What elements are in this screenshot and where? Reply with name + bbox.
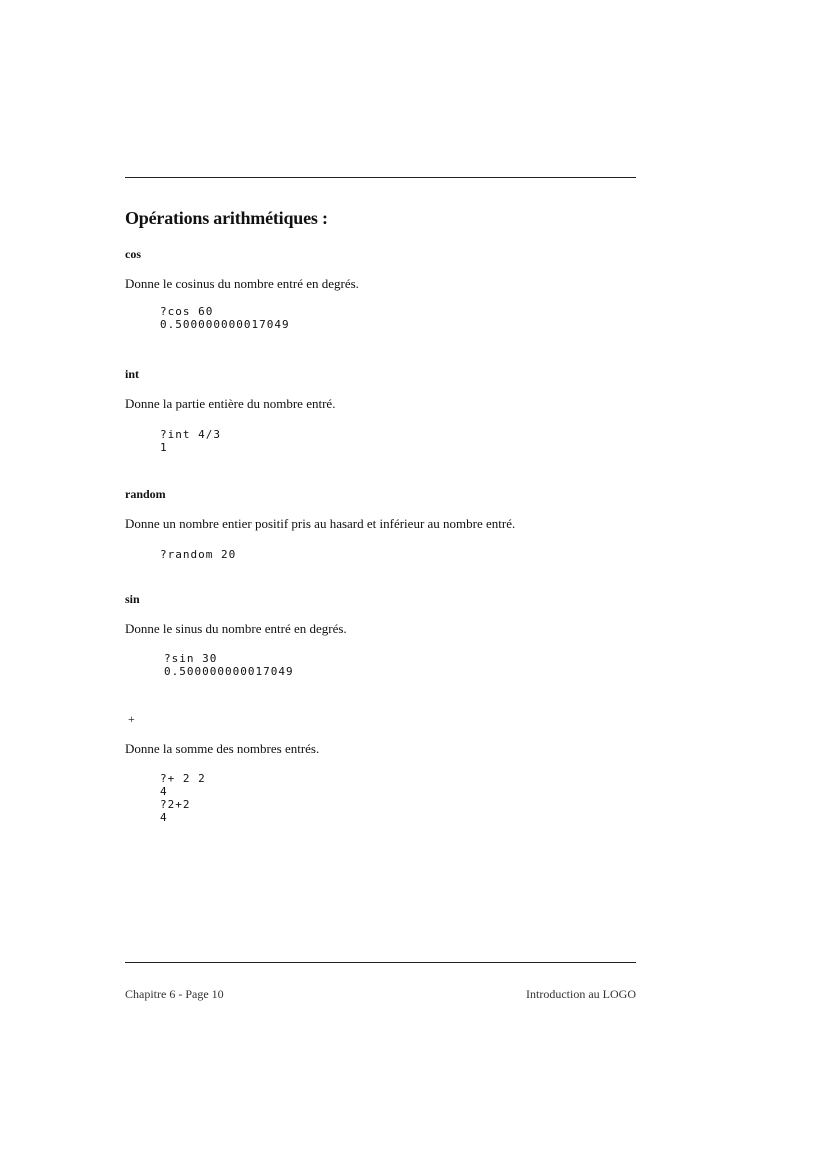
description-int: Donne la partie entière du nombre entré. bbox=[125, 396, 336, 411]
description-cos: Donne le cosinus du nombre entré en degrés. bbox=[125, 276, 359, 291]
code-line: ?random 20 bbox=[160, 548, 237, 561]
page-title: Opérations arithmétiques : bbox=[125, 208, 328, 228]
footer-rule bbox=[125, 962, 636, 963]
code-line: 0.500000000017049 bbox=[164, 665, 294, 678]
footer-chapter-page: Chapitre 6 - Page 10 bbox=[125, 987, 224, 1001]
code-line: ?2+2 bbox=[160, 798, 191, 811]
keyword-int: int bbox=[125, 367, 140, 381]
code-line: ?+ 2 2 bbox=[160, 772, 206, 785]
description-random: Donne un nombre entier positif pris au hasard et inférieur au nombre entré. bbox=[125, 516, 516, 531]
header-rule bbox=[125, 177, 636, 178]
code-line: ?sin 30 bbox=[164, 652, 218, 665]
footer-book-title: Introduction au LOGO bbox=[526, 987, 636, 1001]
keyword-sin: sin bbox=[125, 592, 140, 606]
code-line: 4 bbox=[160, 811, 168, 824]
code-line: 1 bbox=[160, 441, 168, 454]
code-line: ?cos 60 bbox=[160, 305, 214, 318]
code-example-cos bbox=[160, 305, 290, 331]
code-example-random bbox=[160, 548, 236, 561]
code-line: 4 bbox=[160, 785, 168, 798]
code-line: 0.500000000017049 bbox=[160, 318, 290, 331]
code-example-plus bbox=[160, 772, 206, 824]
code-example-int bbox=[160, 428, 221, 454]
code-line: ?int 4/3 bbox=[160, 428, 221, 441]
keyword-random: random bbox=[125, 487, 166, 501]
description-sin: Donne le sinus du nombre entré en degrés. bbox=[125, 621, 347, 636]
keyword-cos: cos bbox=[125, 247, 141, 261]
keyword-plus: + bbox=[128, 712, 135, 726]
code-example-sin bbox=[164, 652, 294, 678]
description-plus: Donne la somme des nombres entrés. bbox=[125, 741, 320, 756]
